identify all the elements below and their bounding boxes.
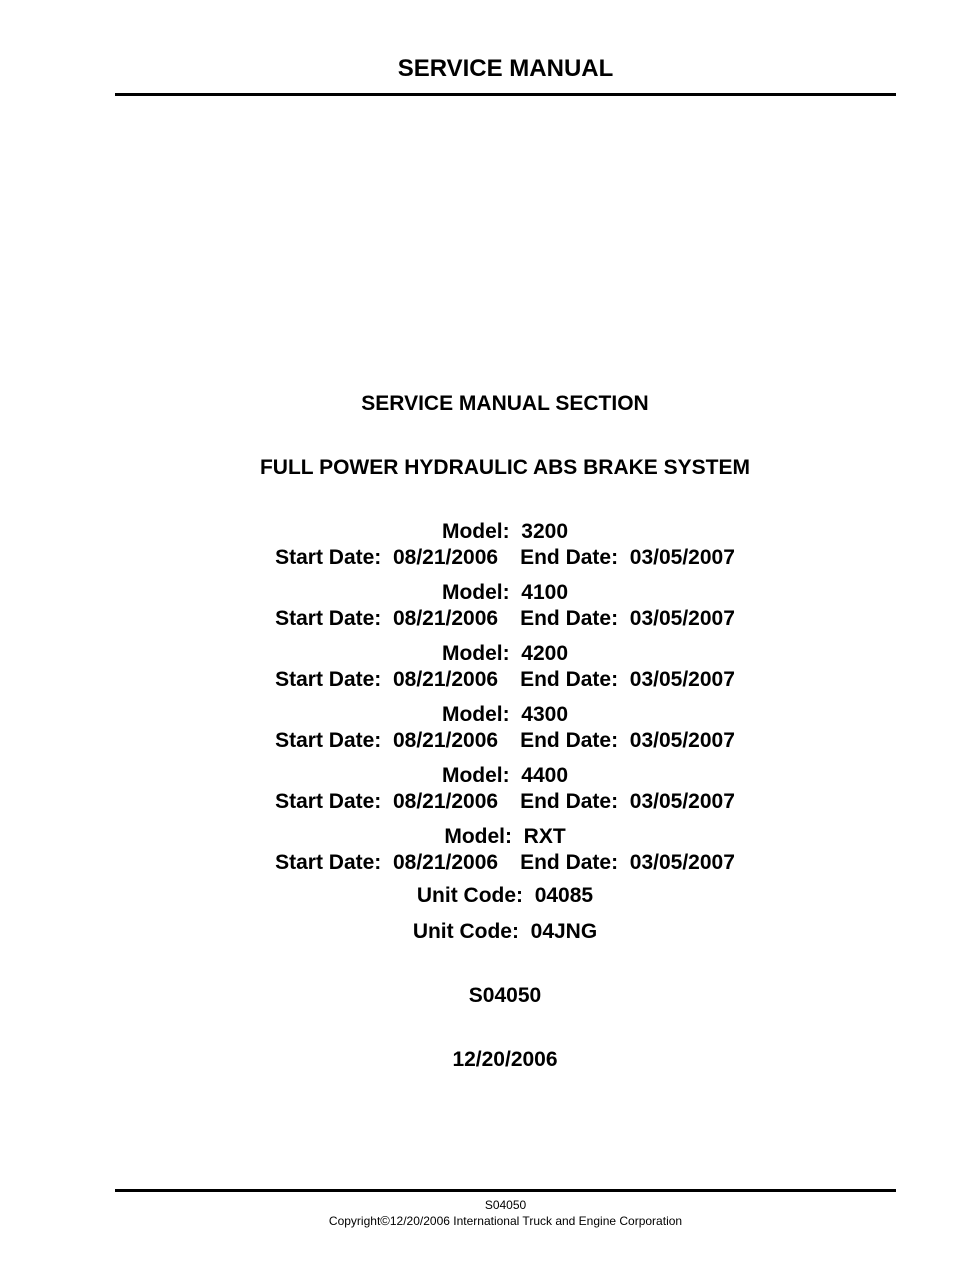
start-date-value: 08/21/2006: [392, 790, 499, 813]
date-line: [0, 545, 979, 571]
model-label: Model:: [444, 825, 512, 848]
model-line: [0, 641, 979, 667]
unit-code-value: 04JNG: [530, 920, 598, 943]
model-value: 4300: [521, 703, 569, 726]
end-date-label: End Date:: [520, 607, 619, 630]
model-entry: [0, 580, 979, 641]
model-entry: [0, 763, 979, 824]
model-line: [0, 824, 979, 850]
model-line: [0, 763, 979, 789]
model-entry: [0, 519, 979, 580]
unit-code-label: Unit Code:: [416, 884, 524, 907]
model-label: Model:: [441, 520, 510, 543]
system-title: FULL POWER HYDRAULIC ABS BRAKE SYSTEM: [259, 456, 750, 479]
end-date-value: 03/05/2007: [629, 668, 735, 691]
model-list: [0, 519, 979, 885]
page-footer: [115, 1197, 896, 1229]
start-date-label: Start Date:: [275, 790, 382, 813]
model-entry: [0, 824, 979, 885]
model-line: [0, 519, 979, 545]
model-entry: [0, 702, 979, 763]
start-date-label: Start Date:: [275, 607, 382, 630]
date-line: [0, 667, 979, 693]
unit-code-label: Unit Code:: [412, 920, 519, 943]
start-date-label: Start Date:: [275, 668, 382, 691]
model-value: RXT: [523, 825, 566, 848]
footer-copyright: [115, 1213, 896, 1229]
model-label: Model:: [441, 642, 510, 665]
model-value: 4100: [521, 581, 569, 604]
date-line: [0, 850, 979, 876]
model-value: 3200: [521, 520, 569, 543]
model-value: 4200: [521, 642, 569, 665]
model-label: Model:: [441, 581, 510, 604]
end-date-value: 03/05/2007: [629, 851, 735, 874]
header-rule: [115, 93, 896, 96]
unit-code-line: [0, 883, 979, 919]
copyright-prefix: Copyright: [328, 1214, 381, 1228]
end-date-label: End Date:: [520, 729, 619, 752]
unit-code-line: [0, 919, 979, 955]
start-date-value: 08/21/2006: [392, 607, 499, 630]
start-date-value: 08/21/2006: [392, 851, 499, 874]
end-date-label: End Date:: [520, 668, 619, 691]
section-heading: SERVICE MANUAL SECTION: [361, 392, 649, 415]
start-date-value: 08/21/2006: [392, 729, 499, 752]
copyright-icon: ©: [380, 1213, 390, 1228]
copyright-text: 12/20/2006 International Truck and Engine Corporation: [389, 1214, 683, 1228]
start-date-label: Start Date:: [275, 546, 382, 569]
unit-code-list: [0, 883, 979, 955]
start-date-value: 08/21/2006: [392, 668, 499, 691]
document-date: 12/20/2006: [452, 1048, 558, 1071]
date-line: [0, 789, 979, 815]
model-label: Model:: [441, 764, 510, 787]
model-value: 4400: [521, 764, 569, 787]
model-entry: [0, 641, 979, 702]
date-line: [0, 728, 979, 754]
end-date-value: 03/05/2007: [629, 729, 735, 752]
start-date-value: 08/21/2006: [392, 546, 499, 569]
start-date-label: Start Date:: [275, 851, 382, 874]
footer-rule: [115, 1189, 896, 1192]
model-label: Model:: [441, 703, 510, 726]
unit-code-value: 04085: [534, 884, 594, 907]
end-date-value: 03/05/2007: [629, 790, 735, 813]
end-date-label: End Date:: [520, 851, 619, 874]
model-line: [0, 580, 979, 606]
model-line: [0, 702, 979, 728]
end-date-label: End Date:: [520, 790, 619, 813]
page-title: SERVICE MANUAL: [397, 55, 614, 82]
document-number: S04050: [468, 984, 542, 1007]
end-date-value: 03/05/2007: [629, 607, 735, 630]
start-date-label: Start Date:: [275, 729, 382, 752]
date-line: [0, 606, 979, 632]
end-date-label: End Date:: [520, 546, 619, 569]
footer-document-number: S04050: [484, 1198, 527, 1212]
end-date-value: 03/05/2007: [629, 546, 735, 569]
